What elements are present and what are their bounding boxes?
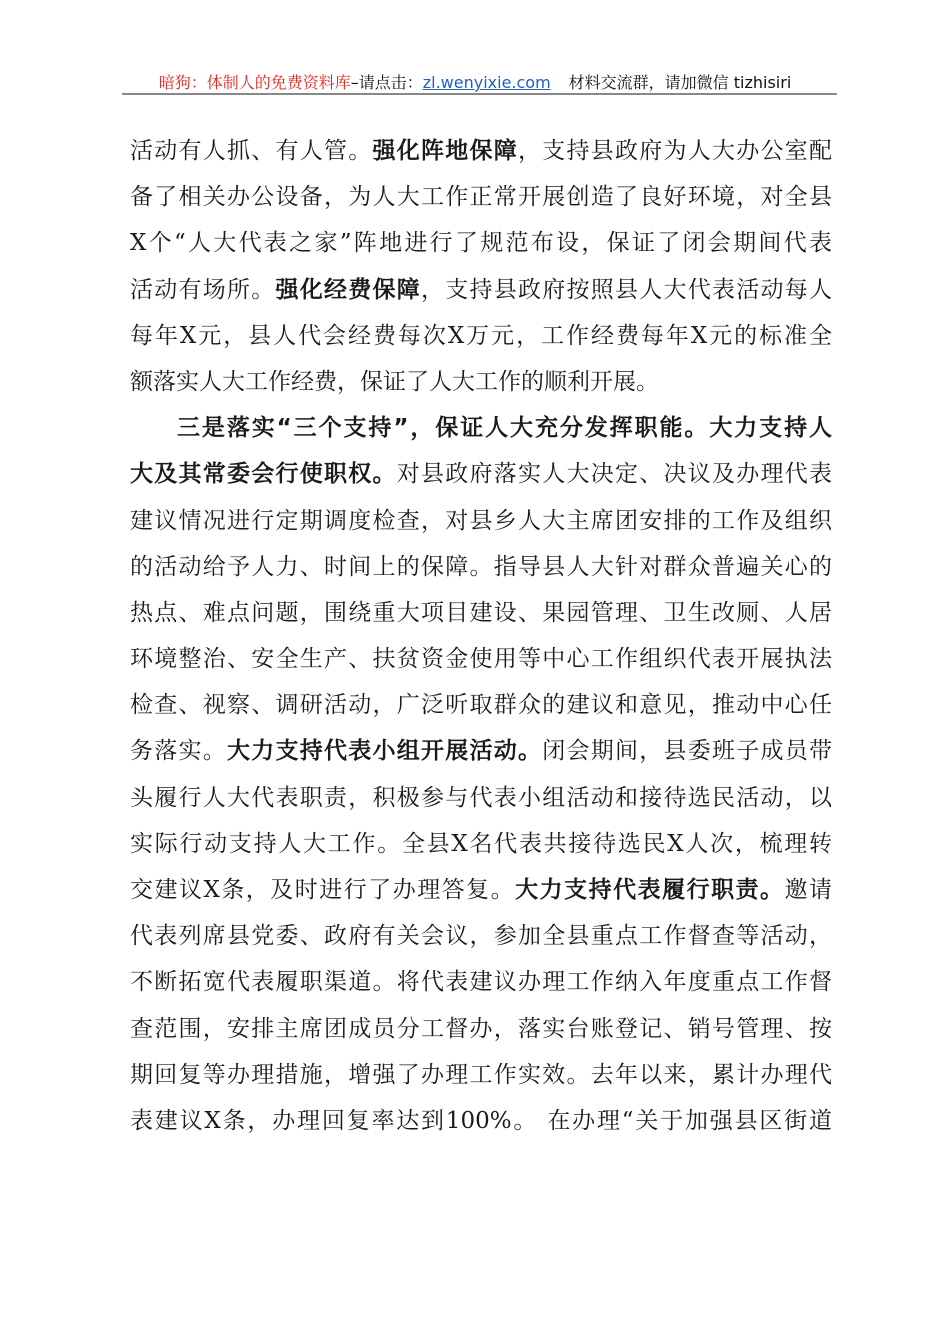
body-text: 热点、难点问题，围绕重大项目建设、果园管理、卫生改厕、人居 <box>130 599 832 626</box>
text-line <box>130 826 832 872</box>
text-line <box>130 225 832 271</box>
body-text: X个“人大代表之家”阵地进行了规范布设，保证了闭会期间代表 <box>130 230 832 257</box>
body-text: 务落实。 <box>130 738 227 765</box>
bold-heading-text: 强化阵地保障 <box>372 138 518 164</box>
text-line <box>130 918 832 964</box>
body-text: 检查、视察、调研活动，广泛听取群众的建议和意见，推动中心任 <box>130 692 832 719</box>
header-click-prefix: –请点击： <box>350 73 423 92</box>
text-line <box>130 1011 832 1057</box>
bold-heading-text: 三是落实“三个支持”，保证人大充分发挥职能。大力支持人 <box>177 415 832 442</box>
text-line <box>130 179 832 225</box>
text-line <box>130 364 832 410</box>
text-line <box>130 1057 832 1103</box>
text-line <box>130 133 832 179</box>
bold-heading-text: 大及其常委会行使职权。 <box>130 461 397 488</box>
body-text: 头履行人大代表职责，积极参与代表小组活动和接待选民活动，以 <box>130 784 832 811</box>
text-line <box>130 641 832 687</box>
body-text: 活动有场所。 <box>130 276 276 303</box>
body-text: 环境整治、安全生产、扶贫资金使用等中心工作组织代表开展执法 <box>130 646 832 673</box>
body-text: 每年X元，县人代会经费每次X万元，工作经费每年X元的标准全 <box>130 322 832 349</box>
body-text: 的活动给予人力、时间上的保障。指导县人大针对群众普遍关心的 <box>130 553 832 580</box>
header-promo: 暗狗：体制人的免费资料库 <box>158 73 351 92</box>
body-text: 额落实人大工作经费，保证了人大工作的顺利开展。 <box>130 368 659 395</box>
text-line <box>130 595 832 641</box>
body-text: 表建议X条，办理回复率达到100%。 在办理“关于加强县区街道 <box>130 1107 832 1134</box>
body-text: 建议情况进行定期调度检查，对县乡人大主席团安排的工作及组织 <box>130 507 832 534</box>
body-text: 对县政府落实人大决定、决议及办理代表 <box>396 461 832 488</box>
body-text: 邀请 <box>784 877 833 903</box>
text-line <box>130 964 832 1010</box>
bold-heading-text: 强化经费保障 <box>275 276 421 303</box>
header-link[interactable]: zl.wenyixie.com <box>422 73 551 92</box>
text-line <box>130 272 832 318</box>
text-line <box>130 549 832 595</box>
body-text: 代表列席县党委、政府有关会议，参加全县重点工作督查等活动， <box>130 923 832 950</box>
body-text: 备了相关办公设备，为人大工作正常开展创造了良好环境，对全县 <box>130 184 832 211</box>
document-body <box>130 133 832 1149</box>
text-line <box>130 780 832 826</box>
text-line <box>130 872 832 918</box>
body-text: ，支持县政府为人大办公室配 <box>518 138 832 164</box>
page-header <box>0 70 950 93</box>
text-line <box>130 410 832 456</box>
bold-heading-text: 大力支持代表小组开展活动。 <box>227 738 543 765</box>
text-line <box>130 318 832 364</box>
body-text: 不断拓宽代表履职渠道。将代表建议办理工作纳入年度重点工作督 <box>130 969 832 996</box>
text-line <box>130 503 832 549</box>
bold-heading-text: 大力支持代表履行职责。 <box>515 877 785 903</box>
body-text: 活动有人抓、有人管。 <box>130 138 373 164</box>
body-text: 期回复等办理措施，增强了办理工作实效。去年以来，累计办理代 <box>130 1061 832 1088</box>
text-line <box>130 456 832 502</box>
text-line <box>130 733 832 779</box>
body-text: 闭会期间，县委班子成员带 <box>542 738 832 765</box>
body-text: 实际行动支持人大工作。全县X名代表共接待选民X人次，梳理转 <box>130 830 832 857</box>
body-text: 交建议X条，及时进行了办理答复。 <box>130 877 516 903</box>
header-divider <box>122 93 837 95</box>
text-line <box>130 687 832 733</box>
body-text: 查范围，安排主席团成员分工督办，落实台账登记、销号管理、按 <box>130 1015 832 1042</box>
header-group-text: 材料交流群，请加微信 tizhisiri <box>568 73 792 92</box>
body-text: ，支持县政府按照县人大代表活动每人 <box>421 276 832 303</box>
text-line <box>130 1103 832 1149</box>
